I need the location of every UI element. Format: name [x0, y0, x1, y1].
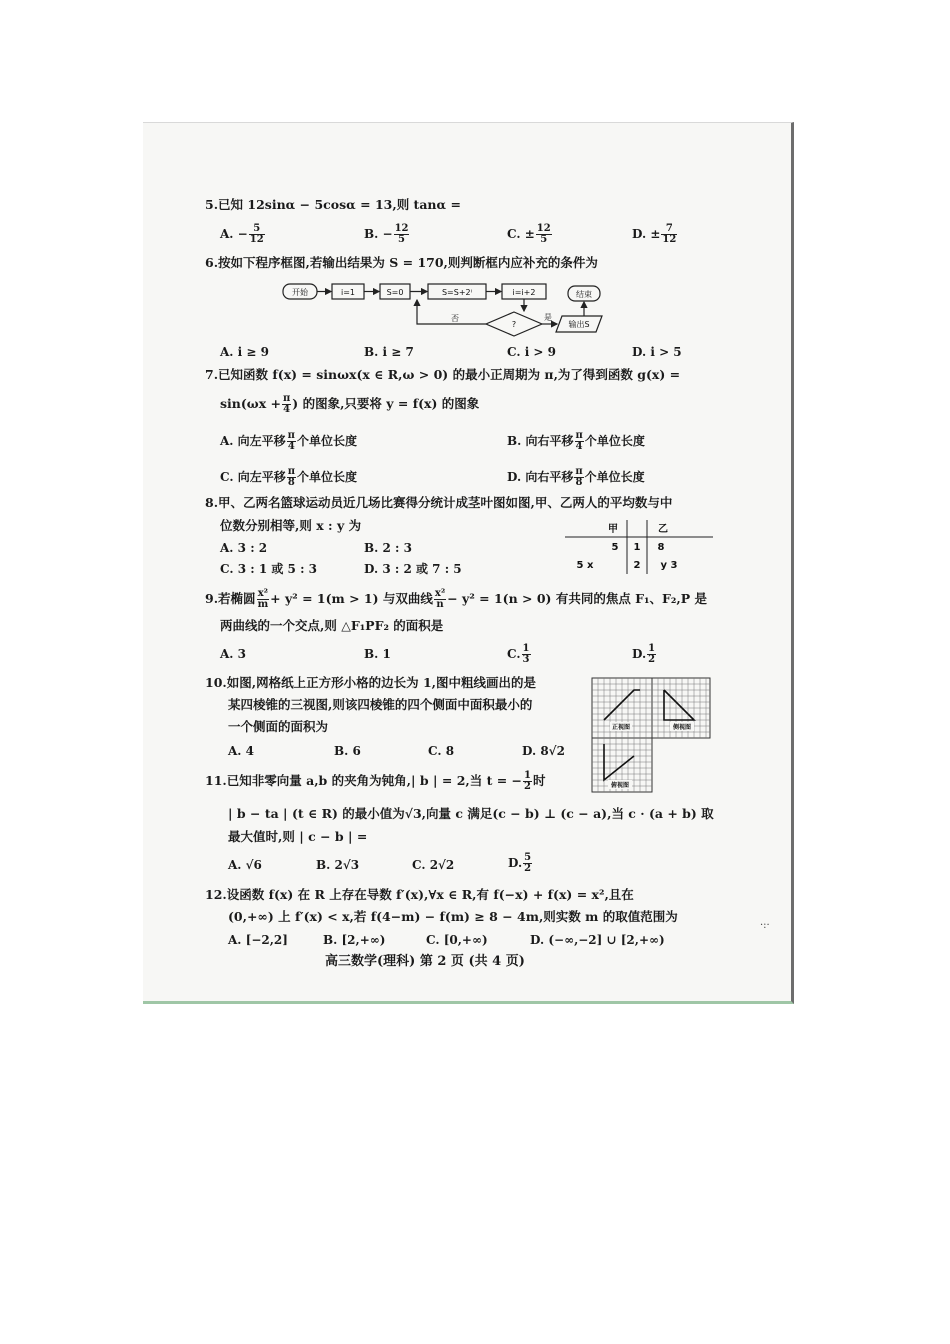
- q11-option-d: D. $\frac{5}{2}$: [508, 852, 532, 874]
- q9-option-a: A. 3: [220, 647, 247, 661]
- flow-end-label: 结束: [576, 290, 592, 299]
- stem-leaf-head-right: 乙: [658, 524, 668, 535]
- flow-init-i-label: i=1: [340, 288, 356, 297]
- flow-init-s-label: S=0: [386, 288, 404, 297]
- q6-option-b: B. i ≥ 7: [364, 345, 414, 359]
- flow-update-s-label: S=S+2ⁱ: [441, 288, 473, 297]
- q6-flowchart: [280, 278, 620, 344]
- q9-line2: 两曲线的一个交点,则 △F₁PF₂ 的面积是: [220, 618, 444, 633]
- q11-line2: | b − ta | (t ∈ R) 的最小值为√3,向量 c 满足(c − b) ⊥ (c − a),当 c · (a + b) 取: [228, 806, 714, 821]
- stem-leaf-row2-right: y 3: [660, 560, 678, 571]
- flow-yes-label: 是: [544, 313, 552, 322]
- q12-line2: (0,+∞) 上 f′(x) < x,若 f(4−m) − f(m) ≥ 8 − 4m,则实数 m 的取值范围为: [228, 909, 678, 924]
- q9-option-c: C. $\frac{1}{3}$: [507, 643, 530, 665]
- q11-option-b: B. 2√3: [316, 858, 360, 872]
- q8-option-d: D. 3 : 2 或 7 : 5: [364, 562, 462, 576]
- q5-option-c: C. ± $\frac{12}{5}$: [507, 223, 551, 245]
- q6-option-c: C. i > 9: [507, 345, 557, 359]
- q8-option-b: B. 2 : 3: [364, 541, 412, 555]
- q10-option-d: D. 8√2: [522, 744, 565, 758]
- q7-line2: sin(ωx + $\frac{\pi}{4}$ ) 的图象,只要将 y = f(x) 的图象: [220, 393, 480, 415]
- q10-option-b: B. 6: [334, 744, 361, 758]
- q12-line1: 12.设函数 f(x) 在 R 上存在导数 f′(x),∀x ∈ R,有 f(−x) + f(x) = x²,且在: [205, 887, 634, 902]
- side-view-outline: [664, 690, 694, 720]
- q5-stem: 5.已知 12sinα − 5cosα = 13,则 tanα =: [205, 197, 461, 212]
- q12-option-b: B. [2,+∞): [323, 933, 386, 947]
- q8-option-c: C. 3 : 1 或 5 : 3: [220, 562, 318, 576]
- q10-three-views: [590, 676, 712, 794]
- q7-option-c: C. 向左平移 $\frac{\pi}{8}$ 个单位长度: [220, 466, 358, 488]
- side-view-label: 侧视图: [672, 724, 692, 731]
- flow-no-label: 否: [451, 314, 459, 323]
- stem-leaf-head-left: 甲: [608, 524, 618, 535]
- q12-option-a: A. [−2,2]: [228, 933, 288, 947]
- q9-option-b: B. 1: [364, 647, 391, 661]
- front-view-label: 正视图: [611, 724, 631, 731]
- q8-line1: 8.甲、乙两名篮球运动员近几场比赛得分统计成茎叶图如图,甲、乙两人的平均数与中: [205, 495, 673, 510]
- q12-option-d: D. (−∞,−2] ∪ [2,+∞): [530, 933, 665, 947]
- q6-option-a: A. i ≥ 9: [220, 345, 269, 359]
- q10-line2: 某四棱锥的三视图,则该四棱锥的四个侧面中面积最小的: [228, 697, 533, 712]
- q10-line1: 10.如图,网格纸上正方形小格的边长为 1,图中粗线画出的是: [205, 675, 537, 690]
- q10-option-c: C. 8: [428, 744, 455, 758]
- q11-line1: 11.已知非零向量 a,b 的夹角为钝角,| b | = 2,当 t = − $\frac{1}{2}$ 时: [205, 770, 546, 792]
- stem-leaf-row2-stem: 2: [633, 560, 641, 571]
- q11-option-a: A. √6: [228, 858, 262, 872]
- stem-leaf-row2-left: 5 x: [576, 560, 594, 571]
- stem-leaf-row1-left: 5: [611, 542, 619, 553]
- flow-start-label: 开始: [292, 288, 308, 297]
- q9-line1: 9.若椭圆 $\frac{\text{x²}}{m}$ + y² = 1(m > 1) 与双曲线 $\frac{\text{x²}}{n}$ − y² = 1(n > 0) 有共同的焦点 F₁、F₂,P 是: [205, 588, 707, 610]
- flow-output-label: 输出S: [568, 320, 590, 329]
- flow-update-i-label: i=i+2: [512, 288, 536, 297]
- q7-option-a: A. 向左平移 $\frac{\pi}{4}$ 个单位长度: [220, 430, 358, 452]
- q8-line2: 位数分别相等,则 x : y 为: [220, 518, 362, 533]
- top-view-label: 俯视图: [610, 782, 630, 789]
- flow-decision-label: ?: [511, 320, 517, 329]
- q7-option-b: B. 向右平移 $\frac{\pi}{4}$ 个单位长度: [507, 430, 645, 452]
- q10-option-a: A. 4: [228, 744, 255, 758]
- q7-option-d: D. 向右平移 $\frac{\pi}{8}$ 个单位长度: [507, 466, 645, 488]
- q9-option-d: D. $\frac{1}{2}$: [632, 643, 656, 665]
- q11-line3: 最大值时,则 | c − b | =: [228, 829, 368, 844]
- q5-option-d: D. ± $\frac{7}{12}$: [632, 223, 677, 245]
- q6-option-d: D. i > 5: [632, 345, 682, 359]
- q11-option-c: C. 2√2: [412, 858, 455, 872]
- q5-option-b: B. − $\frac{12}{5}$: [364, 223, 409, 245]
- q5-option-a: A. − $\frac{5}{12}$: [220, 223, 264, 245]
- q8-option-a: A. 3 : 2: [220, 541, 268, 555]
- stem-leaf-row1-stem: 1: [633, 542, 641, 553]
- q12-option-c: C. [0,+∞): [426, 933, 488, 947]
- scan-speck-icon: ·:·: [760, 920, 770, 931]
- q8-stem-leaf-plot: [565, 518, 715, 576]
- q7-line1: 7.已知函数 f(x) = sinωx(x ∈ R,ω > 0) 的最小正周期为 π,为了得到函数 g(x) =: [205, 367, 681, 382]
- page-footer: 高三数学(理科) 第 2 页 (共 4 页): [325, 954, 525, 969]
- stem-leaf-row1-right: 8: [657, 542, 665, 553]
- q6-stem: 6.按如下程序框图,若输出结果为 S = 170,则判断框内应补充的条件为: [205, 255, 598, 270]
- q10-line3: 一个侧面的面积为: [228, 719, 329, 734]
